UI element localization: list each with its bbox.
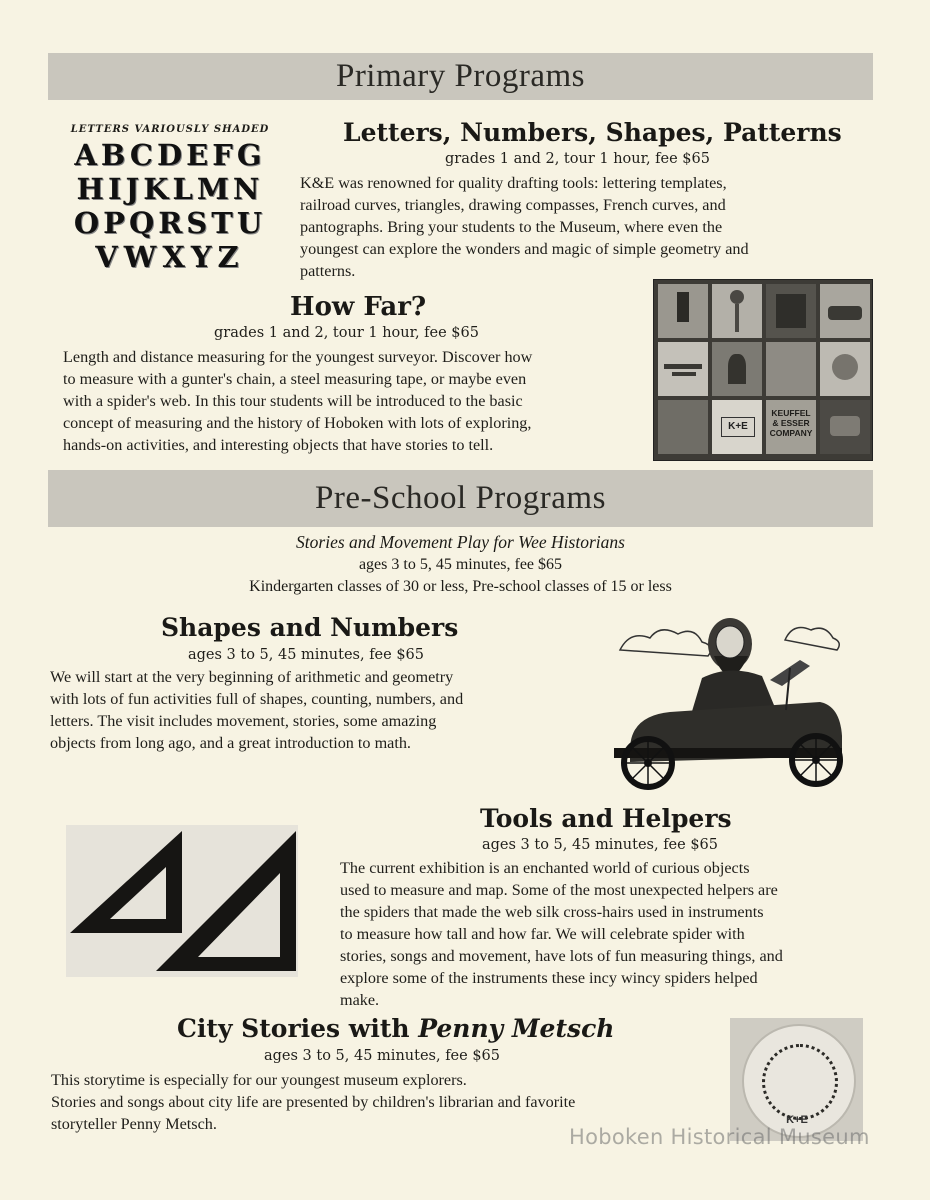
preschool-intro-title: Stories and Movement Play for Wee Historians	[296, 532, 625, 552]
description-line: letters. The visit includes movement, stories, some amazing	[50, 712, 437, 730]
primary-programs-title: Primary Programs	[335, 58, 586, 94]
description-line: pantographs. Bring your students to the Museum, where even the	[300, 218, 723, 236]
program-details-letters-numbers: grades 1 and 2, tour 1 hour, fee $65	[445, 151, 710, 167]
collage-tile	[658, 342, 708, 396]
company-line: COMPANY	[769, 428, 813, 438]
program-title-city-stories	[177, 1014, 614, 1043]
preschool-intro-details: ages 3 to 5, 45 minutes, fee $65	[358, 556, 563, 573]
description-line: make.	[340, 991, 380, 1009]
ke-logo-tile: K+E	[721, 417, 755, 437]
collage-tile	[658, 400, 708, 454]
collage-tile	[658, 284, 708, 338]
description-line: with a spider's web. In this tour students will be introduced to the basic	[63, 392, 523, 410]
collage-tile	[712, 342, 762, 396]
collage-tile-company	[766, 400, 816, 454]
program-description-shapes-numbers	[50, 666, 463, 754]
seal-label: K+E	[786, 1114, 808, 1126]
program-title-tools-helpers: Tools and Helpers	[480, 804, 732, 833]
description-line: The current exhibition is an enchanted world of curious objects	[340, 859, 750, 877]
drafting-triangles-image	[66, 825, 298, 977]
program-title-how-far: How Far?	[290, 292, 427, 322]
collage-tile	[820, 284, 870, 338]
description-line: youngest can explore the wonders and magic of simple geometry and	[300, 240, 749, 258]
description-line: explore some of the instruments these incy wincy spiders helped	[340, 969, 758, 987]
city-stories-title-plain: City Stories with	[177, 1014, 419, 1043]
program-title-letters-numbers: Letters, Numbers, Shapes, Patterns	[343, 118, 842, 147]
collage-tile	[820, 342, 870, 396]
program-description-tools-helpers	[340, 857, 783, 1011]
program-details-shapes-numbers: ages 3 to 5, 45 minutes, fee $65	[188, 647, 425, 663]
letters-row-1: ABCDEFG	[74, 138, 266, 172]
description-line: to measure how tall and how far. We will celebrate spider with	[340, 925, 745, 943]
collage-tile	[820, 400, 870, 454]
preschool-intro-note: Kindergarten classes of 30 or less, Pre-school classes of 15 or less	[249, 578, 672, 595]
collage-tile	[766, 342, 816, 396]
primary-programs-banner	[48, 53, 873, 100]
description-line: Length and distance measuring for the youngest surveyor. Discover how	[63, 348, 533, 366]
seal-ring	[762, 1044, 838, 1120]
description-line: hands-on activities, and interesting objects that have stories to tell.	[63, 436, 494, 454]
ke-seal-image	[730, 1018, 863, 1141]
program-description-letters-numbers	[300, 172, 749, 282]
description-line: railroad curves, triangles, drawing compasses, French curves, and	[300, 196, 726, 214]
collage-tile	[712, 284, 762, 338]
letters-row-2: HIJKLMN	[76, 172, 264, 206]
description-line: with lots of fun activities full of shapes, counting, numbers, and	[50, 690, 464, 708]
museum-watermark: Hoboken Historical Museum	[569, 1125, 870, 1149]
preschool-intro	[48, 531, 873, 598]
program-details-city-stories: ages 3 to 5, 45 minutes, fee $65	[264, 1048, 501, 1064]
city-stories-title-italic: Penny Metsch	[418, 1014, 615, 1043]
description-line: We will start at the very beginning of arithmetic and geometry	[50, 668, 454, 686]
preschool-programs-title: Pre-School Programs	[315, 480, 606, 516]
program-description-city-stories	[51, 1069, 575, 1135]
museum-collage-image	[653, 279, 873, 461]
description-line: to measure with a gunter's chain, a steel measuring tape, or maybe even	[63, 370, 527, 388]
description-line: patterns.	[300, 262, 356, 280]
description-line: K&E was renowned for quality drafting tools: lettering templates,	[300, 174, 727, 192]
letters-row-3: OPQRSTU	[73, 206, 267, 240]
description-line: stories, songs and movement, have lots of fun measuring things, and	[340, 947, 783, 965]
preschool-programs-banner	[48, 470, 873, 527]
collage-tile	[712, 400, 762, 454]
description-line: the spiders that made the web silk cross-hairs used in instruments	[340, 903, 764, 921]
letters-row-4: VWXYZ	[95, 240, 245, 274]
program-title-shapes-numbers: Shapes and Numbers	[161, 613, 459, 642]
description-line: storyteller Penny Metsch.	[51, 1115, 217, 1133]
vintage-car-illustration	[590, 600, 852, 795]
description-line: objects from long ago, and a great introduction to math.	[50, 734, 411, 752]
company-line: & ESSER	[772, 418, 810, 428]
program-details-tools-helpers: ages 3 to 5, 45 minutes, fee $65	[482, 837, 719, 853]
program-details-how-far: grades 1 and 2, tour 1 hour, fee $65	[214, 325, 479, 341]
collage-tile	[766, 284, 816, 338]
description-line: This storytime is especially for our youngest museum explorers.	[51, 1071, 467, 1089]
letters-variously-shaded-image	[55, 118, 285, 280]
company-line: KEUFFEL	[771, 408, 811, 418]
letters-image-title: LETTERS VARIOUSLY SHADED	[70, 124, 270, 135]
description-line: Stories and songs about city life are presented by children's librarian and favorite	[51, 1093, 576, 1111]
program-description-how-far	[63, 346, 532, 456]
description-line: used to measure and map. Some of the most unexpected helpers are	[340, 881, 778, 899]
description-line: concept of measuring and the history of Hoboken with lots of exploring,	[63, 414, 532, 432]
